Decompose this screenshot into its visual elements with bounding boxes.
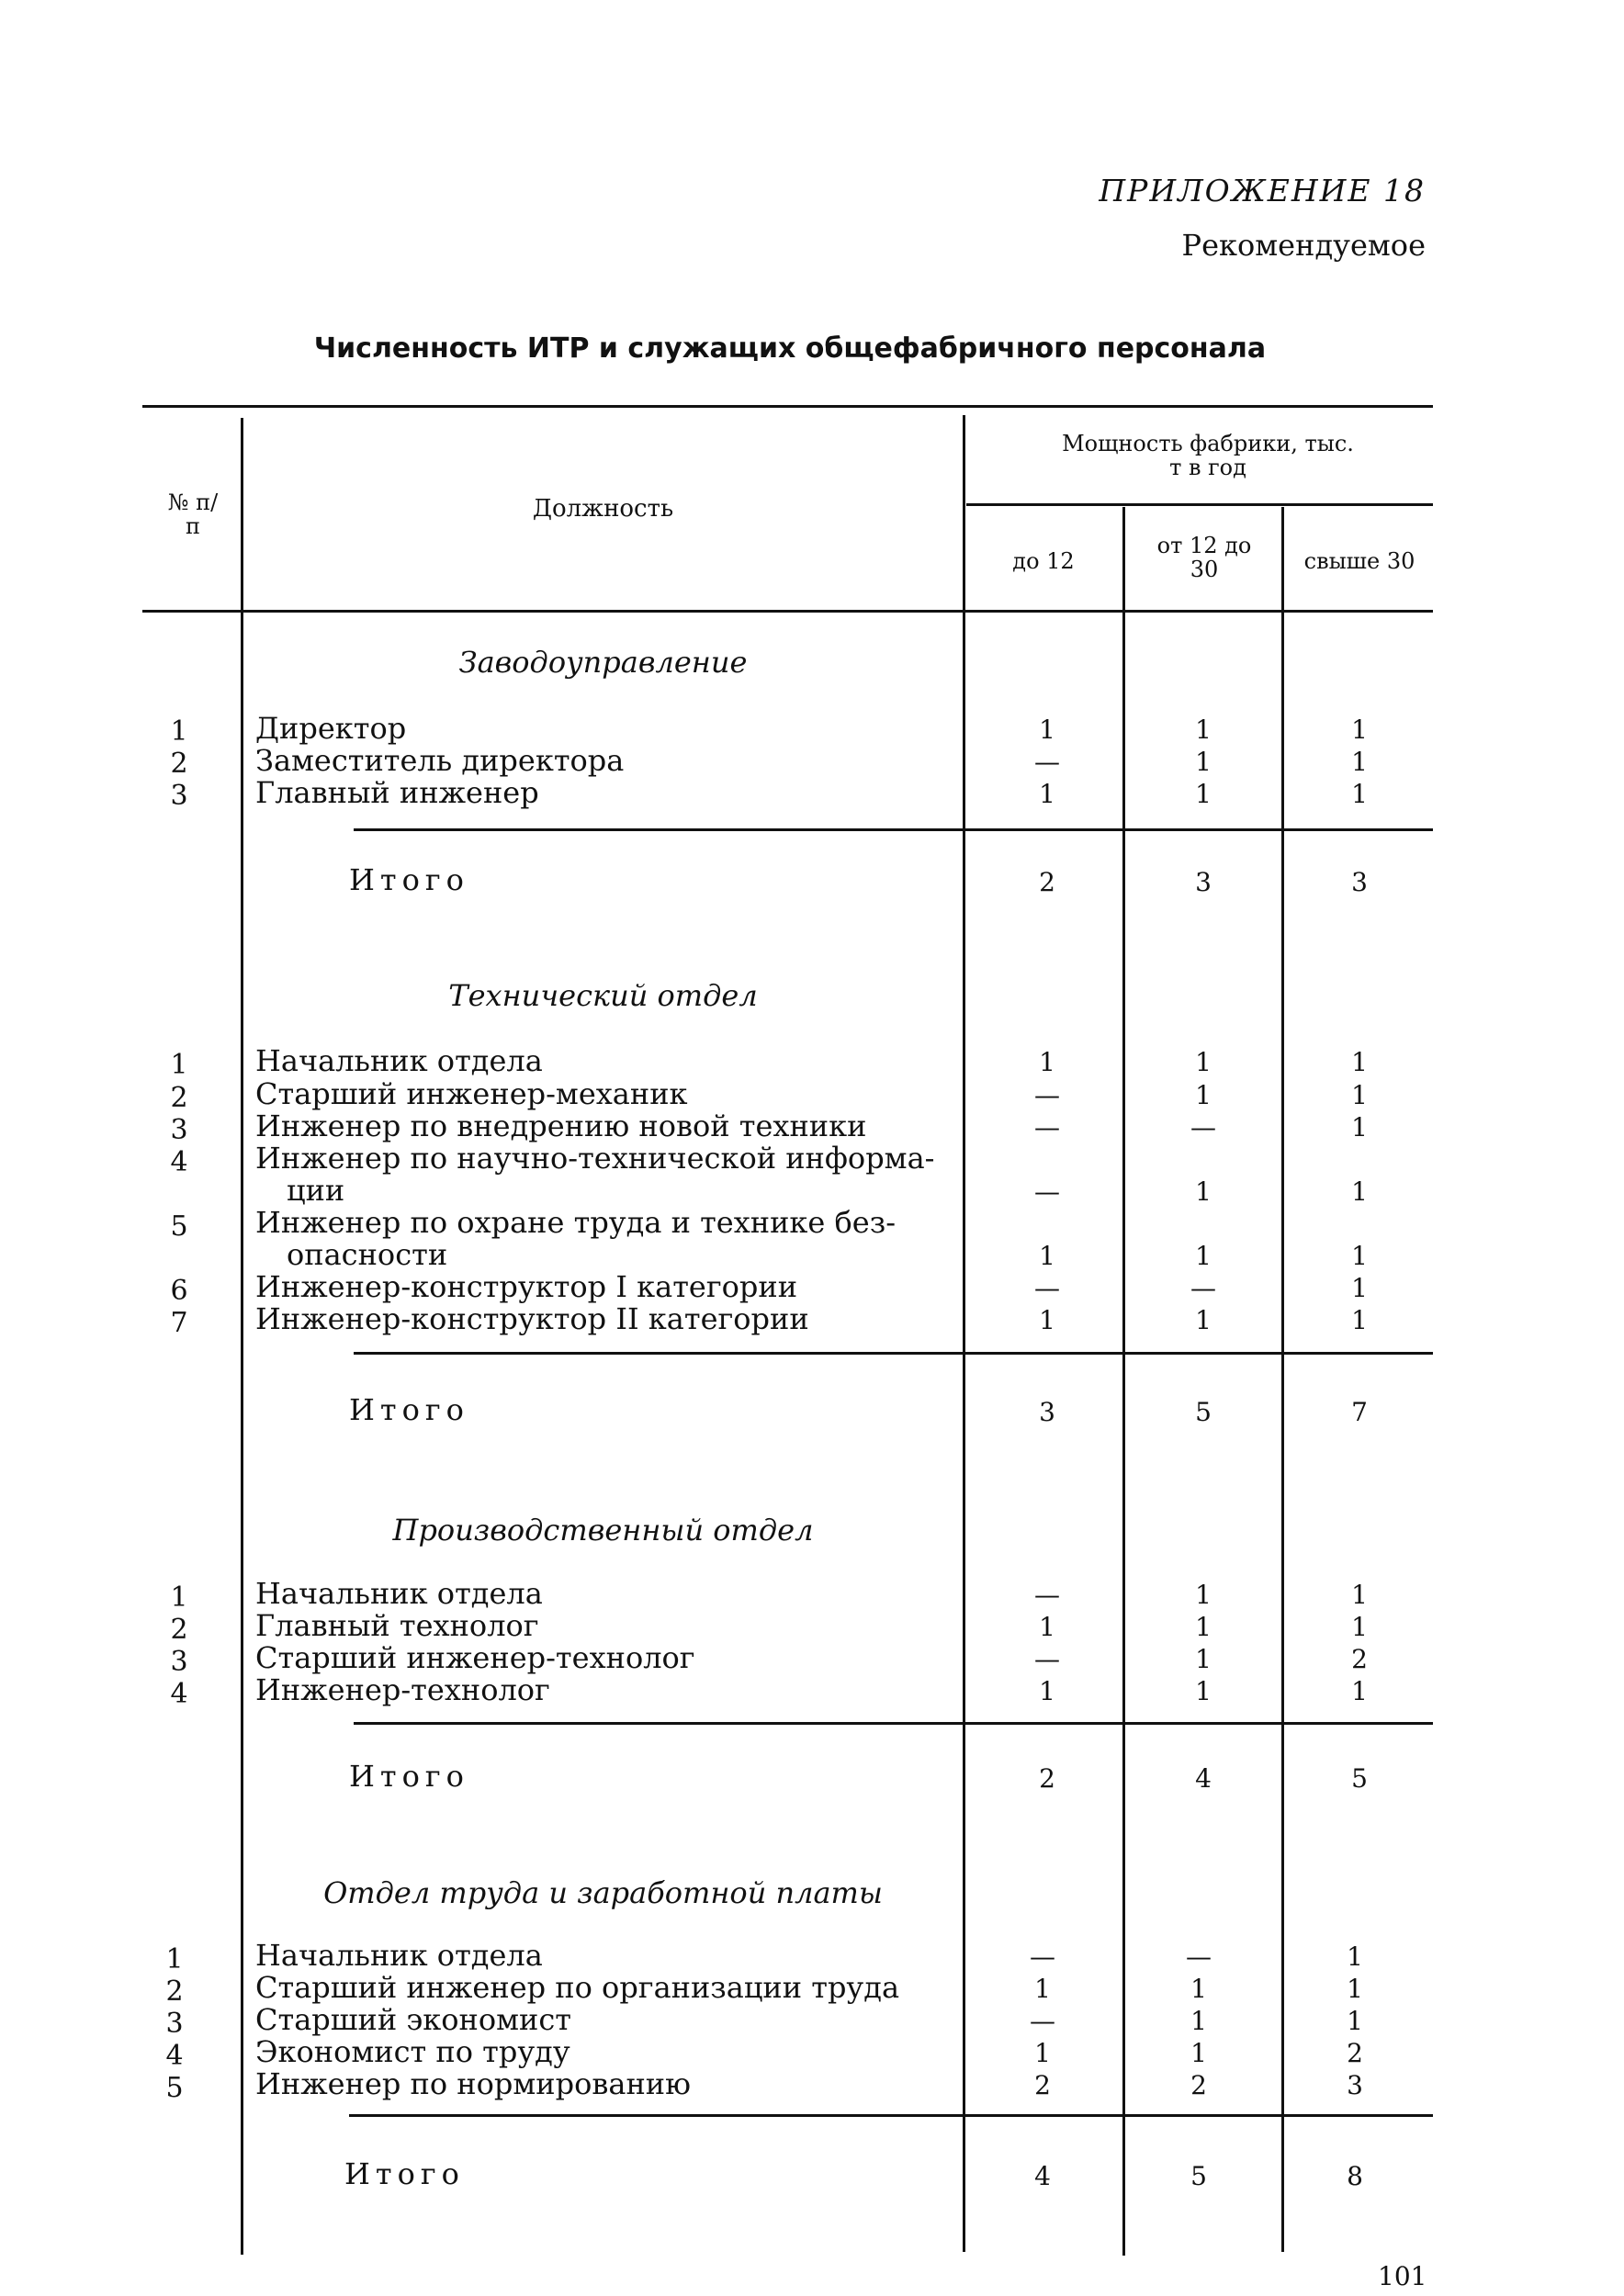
header-col-over-30: свыше 30	[1303, 548, 1415, 574]
value-upto-12: 1	[1039, 1612, 1055, 1642]
position-name: Инженер по охране труда и технике без-	[255, 1205, 896, 1240]
value-upto-12: —	[1034, 747, 1060, 777]
subtotal-rule	[354, 1722, 1433, 1725]
page-number: 101	[1378, 2261, 1427, 2291]
appendix-heading: ПРИЛОЖЕНИЕ 18	[1099, 173, 1426, 208]
subtotal-rule	[349, 2114, 1433, 2117]
total-12-30: 5	[1195, 1397, 1212, 1427]
row-number: 2	[170, 1082, 188, 1114]
value-upto-12: —	[1030, 2006, 1055, 2036]
position-name: Главный технолог	[255, 1608, 539, 1643]
header-position: Должность	[532, 495, 674, 523]
header-bottom-rule	[142, 610, 1433, 613]
total-label: Итого	[344, 2156, 465, 2191]
value-12-30: —	[1186, 1941, 1212, 1972]
value-over-30: 1	[1347, 2006, 1363, 2036]
position-name: Инженер по научно-технической информа-	[255, 1141, 935, 1176]
row-number: 5	[170, 1210, 188, 1243]
value-12-30: 1	[1190, 1974, 1207, 2004]
value-over-30: 1	[1351, 1305, 1368, 1335]
value-upto-12: —	[1034, 1644, 1060, 1674]
value-over-30: 1	[1351, 1080, 1368, 1110]
row-number: 2	[170, 1614, 188, 1646]
position-name: Инженер по внедрению новой техники	[255, 1109, 867, 1143]
value-over-30: 1	[1347, 1941, 1363, 1972]
position-name: Директор	[255, 711, 407, 746]
total-upto-12: 2	[1039, 1763, 1055, 1794]
section-title: Отдел труда и заработной платы	[323, 1875, 883, 1910]
value-over-30: 1	[1351, 1676, 1368, 1706]
row-number: 4	[165, 2040, 184, 2072]
total-label: Итого	[349, 1392, 469, 1427]
row-number: 3	[165, 2008, 184, 2040]
row-number: 2	[170, 748, 188, 780]
value-12-30: 1	[1195, 1176, 1212, 1207]
value-over-30: 1	[1347, 1974, 1363, 2004]
value-over-30: 1	[1351, 1612, 1368, 1642]
value-over-30: 1	[1351, 1176, 1368, 1207]
value-upto-12: 1	[1039, 779, 1055, 809]
position-name: Заместитель директора	[255, 743, 625, 778]
value-12-30: 1	[1195, 715, 1212, 745]
value-over-30: 1	[1351, 1047, 1368, 1077]
row-number: 3	[170, 1114, 188, 1146]
position-name: Старший инженер-механик	[255, 1076, 688, 1111]
recommended-label: Рекомендуемое	[1181, 228, 1426, 263]
value-upto-12: 1	[1039, 1047, 1055, 1077]
header-capacity: Мощность фабрики, тыс. т в год	[1062, 431, 1354, 480]
value-upto-12: —	[1034, 1176, 1060, 1207]
col-divider-c2	[1122, 507, 1125, 2256]
value-over-30: 1	[1351, 1580, 1368, 1610]
value-12-30: 1	[1190, 2006, 1207, 2036]
position-name-continued: ции	[287, 1173, 345, 1208]
total-over-30: 3	[1351, 867, 1368, 897]
col-divider-c3	[1281, 507, 1284, 2252]
value-upto-12: 1	[1039, 1676, 1055, 1706]
position-name: Начальник отдела	[255, 1043, 543, 1078]
position-name: Инженер по нормированию	[255, 2066, 691, 2101]
total-upto-12: 2	[1039, 867, 1055, 897]
value-upto-12: —	[1034, 1580, 1060, 1610]
value-over-30: 1	[1351, 1241, 1368, 1271]
position-name: Инженер-конструктор II категории	[255, 1301, 809, 1336]
row-number: 1	[170, 1049, 188, 1081]
subtotal-rule	[354, 828, 1433, 831]
value-12-30: —	[1190, 1112, 1216, 1142]
row-number: 4	[170, 1678, 188, 1710]
col-divider-c1	[963, 415, 965, 2252]
total-over-30: 8	[1347, 2161, 1363, 2191]
section-title: Производственный отдел	[392, 1513, 814, 1548]
header-col-upto-12: до 12	[1012, 548, 1075, 574]
row-number: 3	[170, 1646, 188, 1678]
row-number: 1	[165, 1943, 184, 1975]
position-name: Начальник отдела	[255, 1576, 543, 1611]
total-12-30: 5	[1190, 2161, 1207, 2191]
value-12-30: 1	[1195, 1241, 1212, 1271]
position-name: Инженер-технолог	[255, 1672, 550, 1707]
section-title: Технический отдел	[448, 978, 758, 1013]
value-12-30: 1	[1190, 2038, 1207, 2068]
value-12-30: 1	[1195, 1644, 1212, 1674]
total-upto-12: 4	[1034, 2161, 1051, 2191]
value-upto-12: —	[1030, 1941, 1055, 1972]
value-12-30: —	[1190, 1273, 1216, 1303]
value-upto-12: —	[1034, 1112, 1060, 1142]
position-name: Инженер-конструктор I категории	[255, 1269, 798, 1304]
position-name: Старший экономист	[255, 2002, 571, 2037]
value-12-30: 1	[1195, 1047, 1212, 1077]
value-upto-12: 1	[1039, 1305, 1055, 1335]
value-over-30: 1	[1351, 1112, 1368, 1142]
position-name-continued: опасности	[287, 1237, 448, 1272]
value-over-30: 1	[1351, 779, 1368, 809]
col-divider-num	[241, 418, 243, 2255]
row-number: 7	[170, 1307, 188, 1339]
table-top-rule	[142, 405, 1433, 408]
value-12-30: 1	[1195, 1676, 1212, 1706]
value-upto-12: 2	[1034, 2070, 1051, 2100]
value-over-30: 3	[1347, 2070, 1363, 2100]
total-over-30: 5	[1351, 1763, 1368, 1794]
total-12-30: 3	[1195, 867, 1212, 897]
value-over-30: 1	[1351, 715, 1368, 745]
position-name: Старший инженер-технолог	[255, 1640, 695, 1675]
value-over-30: 1	[1351, 747, 1368, 777]
value-upto-12: 1	[1034, 2038, 1051, 2068]
row-number: 5	[165, 2072, 184, 2104]
total-label: Итого	[349, 1759, 469, 1794]
value-12-30: 1	[1195, 1080, 1212, 1110]
total-label: Итого	[349, 862, 469, 897]
position-name: Экономист по труду	[255, 2034, 570, 2069]
total-upto-12: 3	[1039, 1397, 1055, 1427]
section-title: Заводоуправление	[458, 645, 748, 680]
value-12-30: 1	[1195, 1305, 1212, 1335]
row-number: 1	[170, 715, 188, 748]
row-number: 3	[170, 780, 188, 812]
total-over-30: 7	[1351, 1397, 1368, 1427]
value-12-30: 1	[1195, 747, 1212, 777]
capacity-divider	[966, 503, 1433, 506]
position-name: Начальник отдела	[255, 1938, 543, 1973]
value-upto-12: 1	[1039, 715, 1055, 745]
subtotal-rule	[354, 1352, 1433, 1355]
value-over-30: 2	[1351, 1644, 1368, 1674]
value-over-30: 2	[1347, 2038, 1363, 2068]
header-col-12-30: от 12 до 30	[1156, 533, 1252, 582]
value-over-30: 1	[1351, 1273, 1368, 1303]
value-upto-12: —	[1034, 1273, 1060, 1303]
value-12-30: 1	[1195, 779, 1212, 809]
position-name: Старший инженер по организации труда	[255, 1970, 900, 2005]
row-number: 2	[165, 1975, 184, 2008]
total-12-30: 4	[1195, 1763, 1212, 1794]
value-upto-12: —	[1034, 1080, 1060, 1110]
value-upto-12: 1	[1039, 1241, 1055, 1271]
value-12-30: 2	[1190, 2070, 1207, 2100]
row-number: 6	[170, 1275, 188, 1307]
position-name: Главный инженер	[255, 775, 539, 810]
document-title: Численность ИТР и служащих общефабричного персонала	[313, 332, 1267, 365]
row-number: 1	[170, 1581, 188, 1614]
value-12-30: 1	[1195, 1580, 1212, 1610]
header-num: № п/п	[167, 490, 219, 539]
row-number: 4	[170, 1146, 188, 1178]
value-upto-12: 1	[1034, 1974, 1051, 2004]
value-12-30: 1	[1195, 1612, 1212, 1642]
